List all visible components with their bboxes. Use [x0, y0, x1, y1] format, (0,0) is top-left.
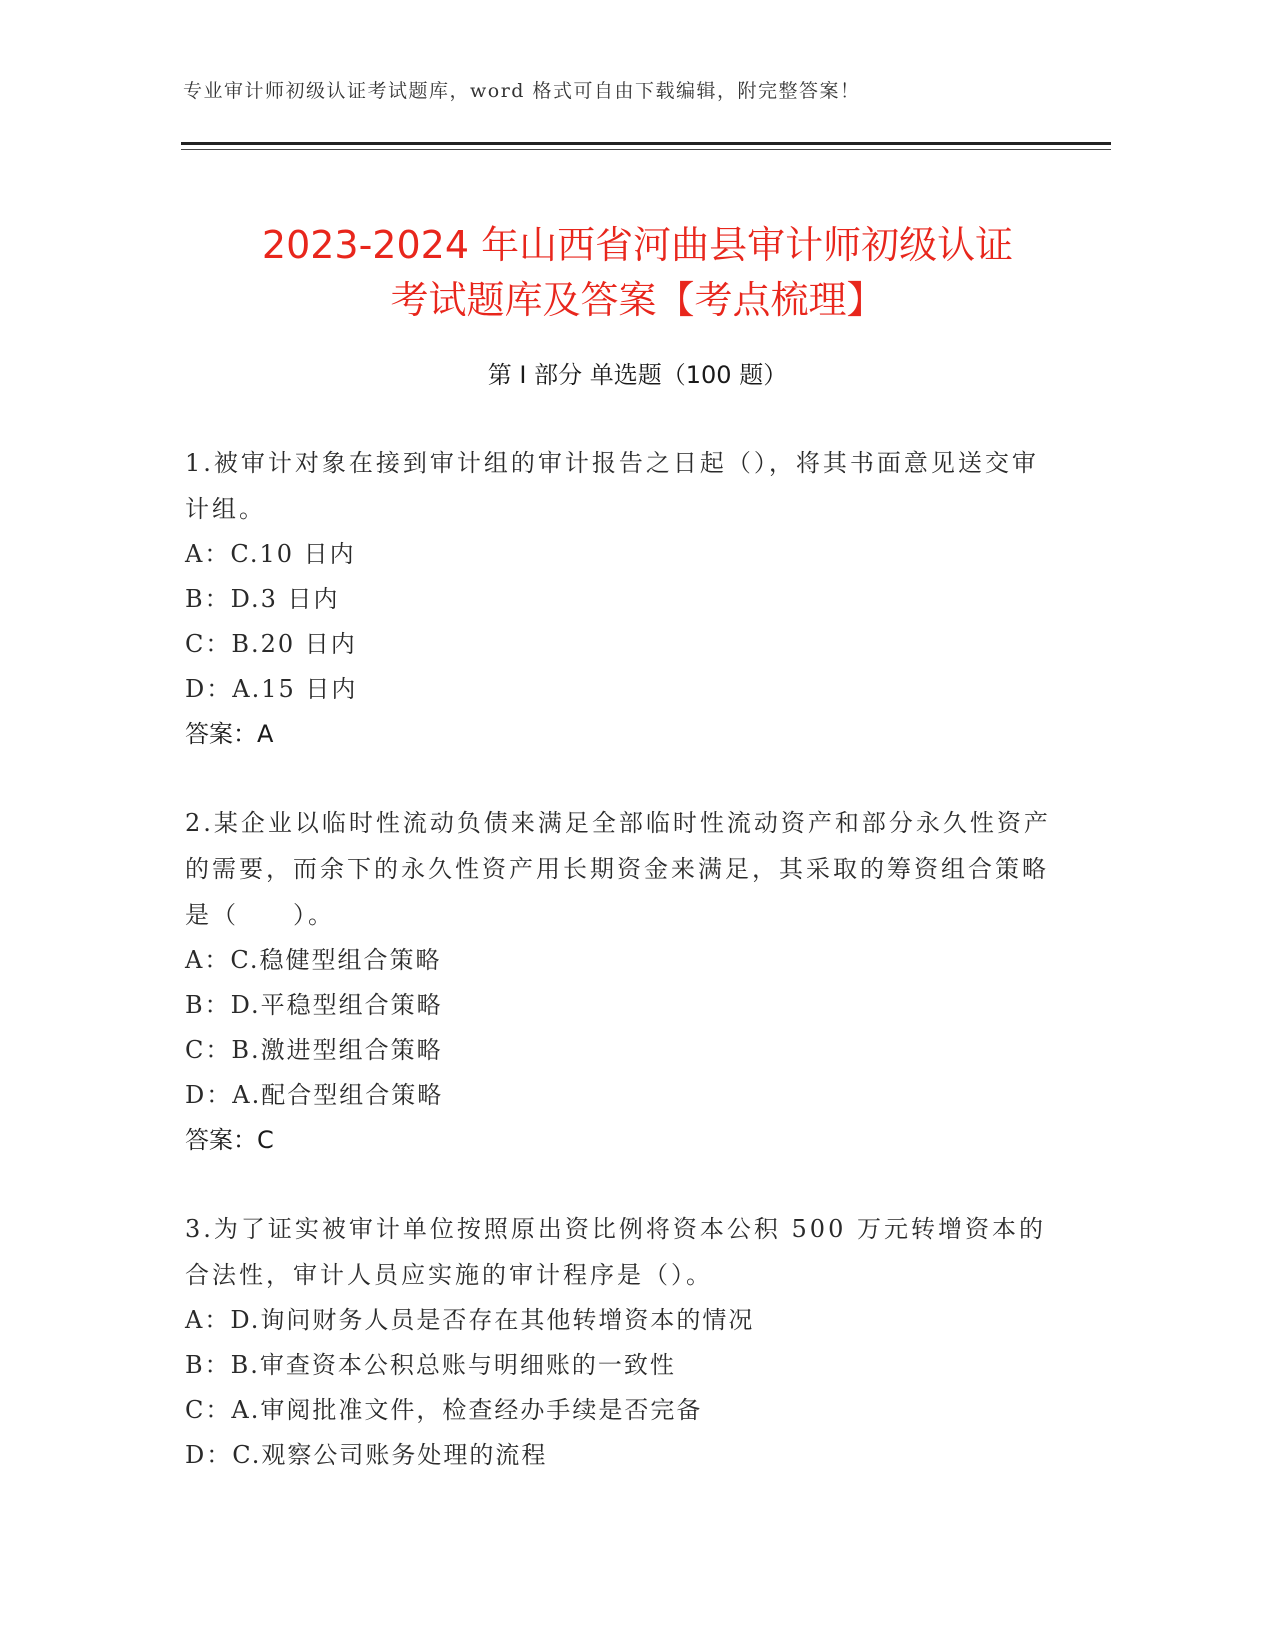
option-b: B：B.审查资本公积总账与明细账的一致性 [185, 1351, 676, 1379]
option-a: A：C.稳健型组合策略 [185, 946, 442, 974]
header-divider-thick [181, 142, 1111, 145]
option-d: D：A.15 日内 [185, 675, 358, 703]
answer-label: 答案：A [185, 720, 274, 748]
question-stem: 1.被审计对象在接到审计组的审计报告之日起（），将其书面意见送交审计组。 [185, 449, 1039, 523]
document-title-line-1: 2023-2024 年山西省河曲县审计师初级认证 [261, 223, 1014, 268]
option-d: D：A.配合型组合策略 [185, 1081, 444, 1109]
answer-label: 答案：C [185, 1126, 274, 1154]
option-c: C：B.20 日内 [185, 630, 357, 658]
option-b: B：D.平稳型组合策略 [185, 991, 443, 1019]
section-title: 第 I 部分 单选题（100 题） [487, 361, 788, 389]
option-a: A：D.询问财务人员是否存在其他转增资本的情况 [185, 1306, 755, 1334]
header-divider-thin [181, 149, 1111, 150]
page-header-text: 专业审计师初级认证考试题库，word 格式可自由下载编辑，附完整答案！ [183, 80, 861, 102]
option-c: C：B.激进型组合策略 [185, 1036, 443, 1064]
option-b: B：D.3 日内 [185, 585, 340, 613]
question-1 [185, 440, 1065, 757]
option-c: C：A.审阅批准文件，检查经办手续是否完备 [185, 1396, 703, 1424]
question-2 [185, 800, 1065, 1163]
document-title-line-2: 考试题库及答案【考点梳理】 [390, 278, 885, 323]
question-list [185, 440, 1065, 1521]
question-stem: 2.某企业以临时性流动负债来满足全部临时性流动资产和部分永久性资产的需要，而余下的永久性资产用长期资金来满足，其采取的筹资组合策略是（ ）。 [185, 809, 1051, 929]
document-title [150, 218, 1125, 328]
option-d: D：C.观察公司账务处理的流程 [185, 1441, 548, 1469]
option-a: A：C.10 日内 [185, 540, 356, 568]
question-stem: 3.为了证实被审计单位按照原出资比例将资本公积 500 万元转增资本的合法性，审计人员应实施的审计程序是（）。 [185, 1215, 1046, 1289]
question-3 [185, 1206, 1065, 1478]
